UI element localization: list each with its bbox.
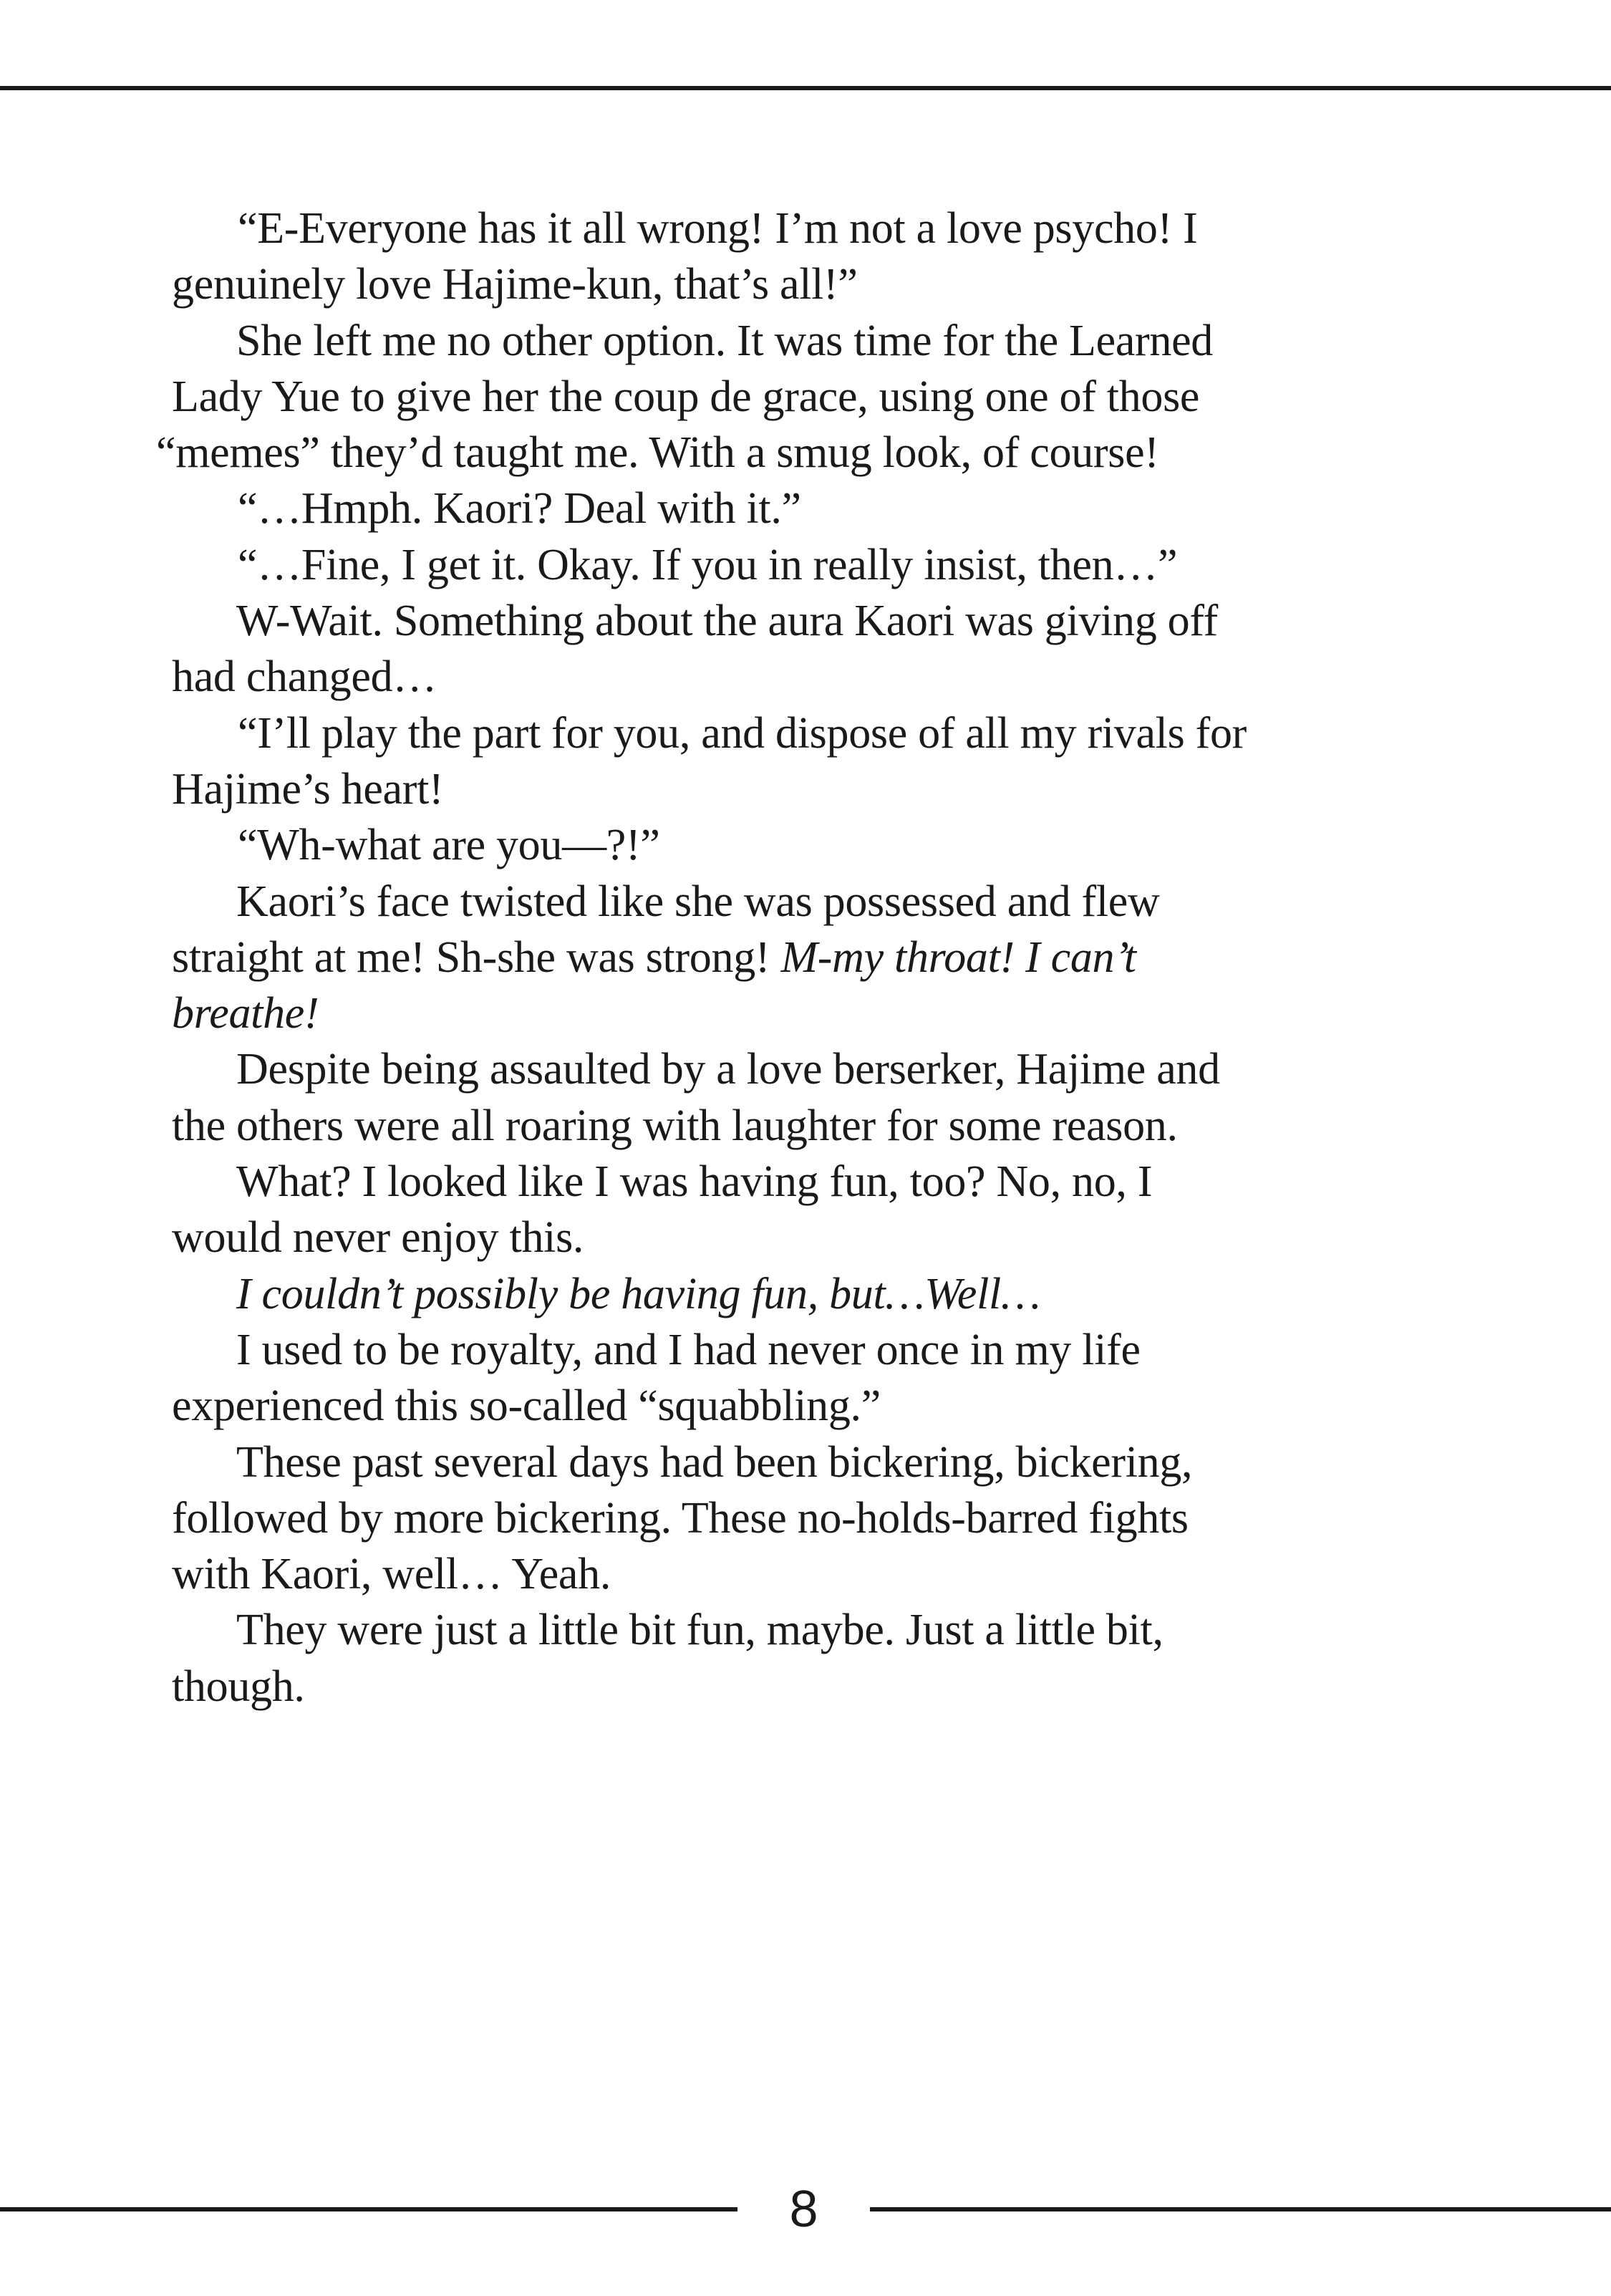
footer-rule-left xyxy=(0,2207,737,2211)
text-line: Kaori’s face twisted like she was possessed and flew xyxy=(236,877,1160,926)
text-line: experienced this so-called “squabbling.” xyxy=(172,1381,881,1431)
text-line: though. xyxy=(172,1661,305,1711)
text-line: W-Wait. Something about the aura Kaori was giving off xyxy=(236,597,1218,646)
text-line: These past several days had been bickering, bickering, xyxy=(236,1437,1193,1487)
text-line: followed by more bickering. These no-holds-barred fights xyxy=(172,1493,1189,1543)
text-line: Despite being assaulted by a love berserker, Hajime and xyxy=(236,1045,1220,1094)
italic-segment: M-my throat! I can’t xyxy=(780,932,1136,982)
page-number: 8 xyxy=(789,2181,818,2238)
text-line: breathe! xyxy=(172,989,319,1038)
text-line: “…Fine, I get it. Okay. If you in really insist, then…” xyxy=(238,540,1178,589)
text-line: the others were all roaring with laughter for some reason. xyxy=(172,1101,1178,1150)
text-line: I couldn’t possibly be having fun, but…Well… xyxy=(236,1269,1040,1318)
text-line: “Wh-what are you—?!” xyxy=(238,821,660,870)
text-line: She left me no other option. It was time for the Learned xyxy=(236,316,1214,365)
text-line: with Kaori, well… Yeah. xyxy=(172,1550,611,1599)
text-line: “E-Everyone has it all wrong! I’m not a love psycho! I xyxy=(238,204,1198,253)
text-line: “I’ll play the part for you, and dispose of all my rivals for xyxy=(238,708,1247,758)
text-line: What? I looked like I was having fun, too? No, no, I xyxy=(236,1157,1153,1207)
text-line: I used to be royalty, and I had never once in my life xyxy=(236,1325,1141,1374)
footer-rule-right xyxy=(870,2207,1611,2211)
text-line xyxy=(172,930,1389,985)
text-line: “memes” they’d taught me. With a smug look, of course! xyxy=(156,428,1159,478)
text-line: would never enjoy this. xyxy=(172,1213,584,1263)
text-line: Hajime’s heart! xyxy=(172,764,444,814)
text-line: genuinely love Hajime-kun, that’s all!” xyxy=(172,260,858,309)
text-line: They were just a little bit fun, maybe. Just a little bit, xyxy=(236,1606,1164,1655)
body-text xyxy=(156,201,1389,1714)
text-line: had changed… xyxy=(172,652,437,702)
text-line: Lady Yue to give her the coup de grace, using one of those xyxy=(172,372,1200,421)
text-segment: straight at me! Sh-she was strong! xyxy=(172,932,781,982)
text-line: “…Hmph. Kaori? Deal with it.” xyxy=(238,484,801,534)
header-rule xyxy=(0,86,1611,90)
